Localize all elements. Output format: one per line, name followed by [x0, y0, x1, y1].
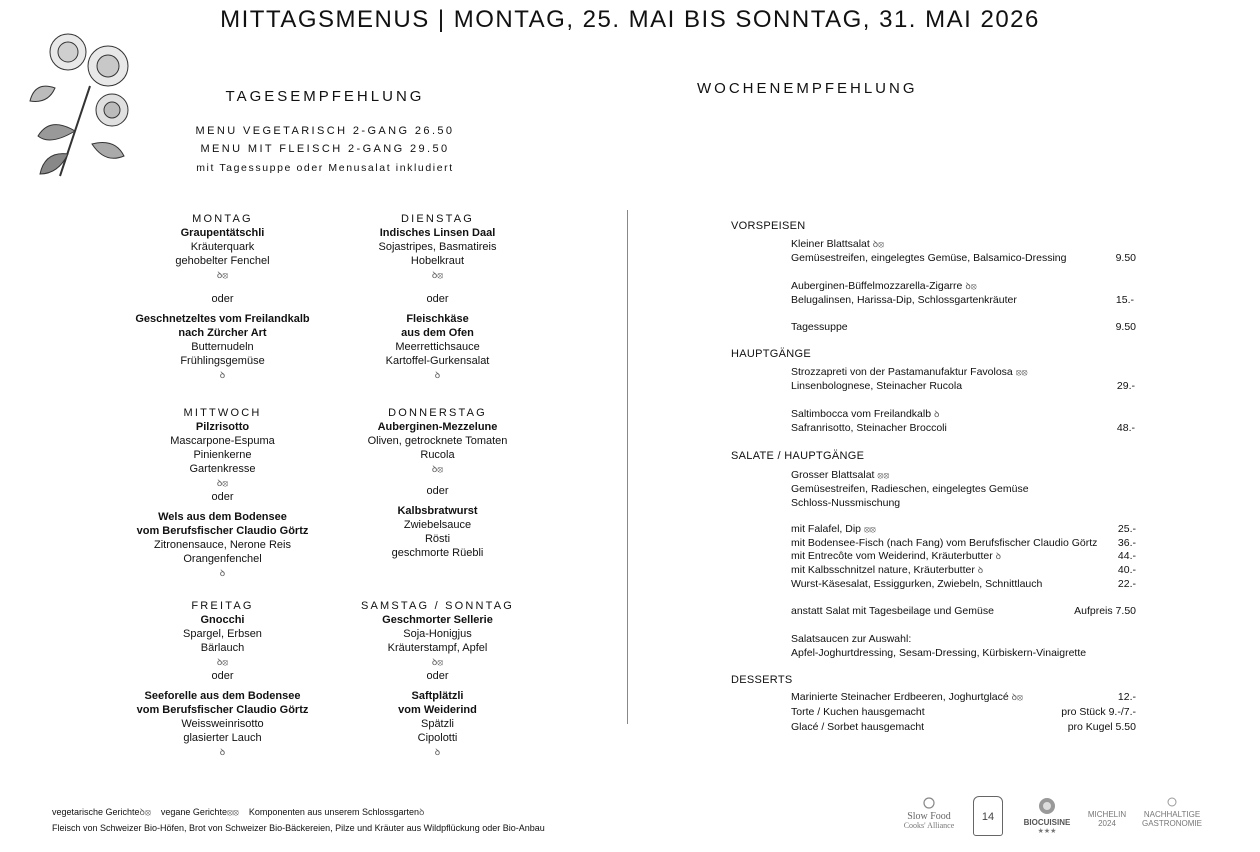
dish-line: Spätzli: [420, 718, 455, 730]
vegetarian-icon: ꝺ⦻: [431, 657, 444, 667]
day-name: MONTAG: [192, 213, 253, 225]
day-name: DONNERSTAG: [388, 407, 487, 419]
clover-icon: [1165, 796, 1179, 808]
dish-title: Fleischkäse: [406, 313, 469, 325]
day-name: DIENSTAG: [400, 213, 474, 225]
salad-option: mit Kalbsschnitzel nature, Kräuterbutter ꝺ: [791, 564, 984, 576]
dish-line: Weissweinrisotto: [181, 718, 264, 730]
dish-title: Geschmorter Sellerie: [382, 614, 493, 626]
dish-line: Rucola: [420, 449, 455, 461]
dish-title: vom Weiderind: [398, 704, 477, 716]
vegan-icon: ⦻⦻: [226, 807, 239, 817]
schlossgarten-icon: ꝺ: [933, 409, 940, 419]
dish-line: Kartoffel-Gurkensalat: [385, 355, 490, 367]
dish-title: vom Berufsfischer Claudio Görtz: [136, 704, 309, 716]
menu-item-name: Auberginen-Büffelmozzarella-Zigarre ꝺ⦻: [791, 280, 977, 292]
dish-line: Butternudeln: [191, 341, 254, 353]
vegetarian-icon: ꝺ⦻: [965, 281, 977, 291]
schlossgarten-icon: ꝺ: [219, 568, 226, 578]
price: 15.-: [1115, 294, 1134, 306]
dish-line: glasierter Lauch: [183, 732, 262, 744]
day-wednesday: [120, 406, 325, 580]
category-vorspeisen: VORSPEISEN: [731, 220, 806, 232]
salad-option: mit Falafel, Dip ⦻⦻: [791, 523, 876, 535]
menu-item-name: Tagessuppe: [791, 321, 848, 333]
dish-line: Zitronensauce, Nerone Reis: [154, 539, 291, 551]
price: pro Kugel 5.50: [1067, 721, 1136, 733]
sauces-label: Salatsaucen zur Auswahl:: [791, 633, 912, 645]
price: 25.-: [1117, 523, 1136, 535]
vegan-icon: ⦻⦻: [877, 470, 890, 480]
schlossgarten-icon: ꝺ: [219, 747, 226, 757]
wochen-heading: WOCHENEMPFEHLUNG: [697, 80, 918, 97]
dish-line: Oliven, getrocknete Tomaten: [367, 435, 508, 447]
gault-millau-logo: 14: [973, 796, 1003, 836]
schlossgarten-icon: ꝺ: [434, 370, 441, 380]
dish-line: Hobelkraut: [410, 255, 465, 267]
dish-title: Saftplätzli: [411, 690, 464, 702]
dish-line: Rösti: [424, 533, 451, 545]
menu-included-note: mit Tagessuppe oder Menusalat inkludiert: [196, 162, 454, 174]
price: 40.-: [1117, 564, 1136, 576]
column-divider: [627, 210, 628, 724]
tages-heading: TAGESEMPFEHLUNG: [225, 88, 425, 105]
menu-meat-price: MENU MIT FLEISCH 2-GANG 29.50: [200, 143, 450, 155]
dish-title: Wels aus dem Bodensee: [158, 511, 287, 523]
vegetarian-icon: ꝺ⦻: [216, 270, 229, 280]
vegetarian-icon: ꝺ⦻: [431, 464, 444, 474]
menu-item-desc: Schloss-Nussmischung: [791, 497, 901, 509]
legend: [52, 805, 424, 819]
dish-line: Kräuterstampf, Apfel: [387, 642, 488, 654]
or-label: oder: [211, 670, 234, 682]
price: 22.-: [1117, 578, 1136, 590]
dish-line: geschmorte Rüebli: [391, 547, 484, 559]
category-hauptgaenge: HAUPTGÄNGE: [731, 348, 812, 360]
bio-cuisine-icon: [1037, 796, 1057, 816]
vegetarian-icon: ꝺ⦻: [431, 270, 444, 280]
dish-title: Gnocchi: [200, 614, 245, 626]
dish-line: Cipolotti: [417, 732, 458, 744]
schlossgarten-icon: ꝺ: [418, 807, 425, 817]
page-title: MITTAGSMENUS | MONTAG, 25. MAI BIS SONNTAG, 31. MAI 2026: [220, 6, 1040, 33]
salad-option: Wurst-Käsesalat, Essiggurken, Zwiebeln, Schnittlauch: [791, 578, 1043, 590]
dish-title: aus dem Ofen: [401, 327, 474, 339]
day-thursday: [335, 406, 540, 560]
day-tuesday: [335, 212, 540, 382]
dessert-item: Marinierte Steinacher Erdbeeren, Joghurtglacé ꝺ⦻: [791, 691, 1023, 703]
schlossgarten-icon: ꝺ: [995, 551, 1002, 561]
or-label: oder: [211, 293, 234, 305]
schlossgarten-icon: ꝺ: [219, 370, 226, 380]
salad-alternative: anstatt Salat mit Tagesbeilage und Gemüse: [791, 605, 994, 617]
dish-line: Soja-Honigjus: [403, 628, 472, 640]
dish-title: Auberginen-Mezzelune: [377, 421, 498, 433]
schlossgarten-icon: ꝺ: [977, 565, 984, 575]
day-name: FREITAG: [191, 600, 254, 612]
dish-line: Meerrettichsauce: [395, 341, 480, 353]
price: 9.50: [1115, 252, 1136, 264]
menu-item-desc: Belugalinsen, Harissa-Dip, Schlossgartenkräuter: [791, 294, 1017, 306]
dish-title: Seeforelle aus dem Bodensee: [144, 690, 301, 702]
vegetarian-icon: ꝺ⦻: [872, 239, 885, 249]
dish-line: Mascarpone-Espuma: [170, 435, 275, 447]
day-friday: [120, 599, 325, 759]
category-desserts: DESSERTS: [731, 674, 793, 686]
price: 36.-: [1117, 537, 1136, 549]
or-label: oder: [426, 485, 449, 497]
vegan-icon: ⦻⦻: [1015, 367, 1028, 377]
dish-title: Indisches Linsen Daal: [379, 227, 496, 239]
dish-title: Pilzrisotto: [195, 421, 250, 433]
menu-veg-price: MENU VEGETARISCH 2-GANG 26.50: [195, 125, 455, 137]
dish-title: nach Zürcher Art: [178, 327, 267, 339]
day-name: SAMSTAG / SONNTAG: [360, 600, 515, 612]
menu-item-desc: Gemüsestreifen, eingelegtes Gemüse, Balsamico-Dressing: [791, 252, 1067, 264]
dessert-item: Glacé / Sorbet hausgemacht: [791, 721, 925, 733]
category-salate: SALATE / HAUPTGÄNGE: [731, 450, 865, 462]
dish-title: Geschnetzeltes vom Freilandkalb: [135, 313, 310, 325]
price: 9.50: [1115, 321, 1136, 333]
menu-item-name: Grosser Blattsalat ⦻⦻: [791, 469, 890, 481]
dish-title: Graupentätschli: [180, 227, 265, 239]
dish-title: vom Berufsfischer Claudio Görtz: [136, 525, 309, 537]
or-label: oder: [211, 491, 234, 503]
dish-line: Zwiebelsauce: [403, 519, 472, 531]
menu-item-name: Strozzapreti von der Pastamanufaktur Favolosa ⦻⦻: [791, 366, 1028, 378]
salad-option: mit Bodensee-Fisch (nach Fang) vom Berufsfischer Claudio Görtz: [791, 537, 1098, 549]
sauces-list: Apfel-Joghurtdressing, Sesam-Dressing, Kürbiskern-Vinaigrette: [791, 647, 1087, 659]
sourcing-note: Fleisch von Schweizer Bio-Höfen, Brot von Schweizer Bio-Bäckereien, Pilze und Kräuter aus Wildpflückung oder Bio-Anbau: [52, 823, 545, 833]
snail-icon: [921, 796, 937, 810]
price: 29.-: [1116, 380, 1135, 392]
or-label: oder: [426, 670, 449, 682]
slow-food-logo: Slow Food Cooks' Alliance: [893, 796, 965, 830]
vegan-icon: ⦻⦻: [863, 524, 876, 534]
dish-line: Sojastripes, Basmatireis: [378, 241, 497, 253]
day-monday: [120, 212, 325, 382]
day-name: MITTWOCH: [183, 407, 262, 419]
legend-vegan: vegane Gerichte: [160, 807, 227, 817]
rose-illustration: [20, 26, 135, 186]
dish-line: Gartenkresse: [189, 463, 256, 475]
dish-line: Pinienkerne: [193, 449, 252, 461]
vegetarian-icon: ꝺ⦻: [139, 807, 151, 817]
price: Aufpreis 7.50: [1074, 605, 1136, 617]
legend-schlossgarten: Komponenten aus unserem Schlossgarten: [248, 807, 419, 817]
dessert-item: Torte / Kuchen hausgemacht: [791, 706, 925, 718]
dish-title: Kalbsbratwurst: [397, 505, 478, 517]
menu-item-desc: Gemüsestreifen, Radieschen, eingelegtes Gemüse: [791, 483, 1029, 495]
bio-cuisine-logo: BIOCUISINE ★★★: [1022, 796, 1072, 836]
legend-vegetarian: vegetarische Gerichte: [52, 807, 140, 817]
dish-line: Bärlauch: [200, 642, 245, 654]
nachhaltige-gastronomie-logo: NACHHALTIGE GASTRONOMIE: [1138, 796, 1206, 828]
menu-item-name: Kleiner Blattsalat ꝺ⦻: [791, 238, 885, 250]
dish-line: Spargel, Erbsen: [183, 628, 262, 640]
vegetarian-icon: ꝺ⦻: [1011, 692, 1023, 702]
dish-line: Frühlingsgemüse: [180, 355, 265, 367]
vegetarian-icon: ꝺ⦻: [216, 657, 229, 667]
menu-item-desc: Safranrisotto, Steinacher Broccoli: [791, 422, 947, 434]
dish-line: Orangenfenchel: [183, 553, 262, 565]
price: 48.-: [1116, 422, 1135, 434]
price: pro Stück 9.-/7.-: [1061, 706, 1136, 718]
vegetarian-icon: ꝺ⦻: [216, 478, 229, 488]
menu-item-name: Saltimbocca vom Freilandkalb ꝺ: [791, 408, 940, 420]
price: 12.-: [1117, 691, 1136, 703]
dish-line: Kräuterquark: [190, 241, 255, 253]
salad-option: mit Entrecôte vom Weiderind, Kräuterbutter ꝺ: [791, 550, 1002, 562]
michelin-logo: MICHELIN 2024: [1087, 810, 1127, 828]
day-weekend: [335, 599, 540, 759]
or-label: oder: [426, 293, 449, 305]
schlossgarten-icon: ꝺ: [434, 747, 441, 757]
price: 44.-: [1117, 550, 1136, 562]
dish-line: gehobelter Fenchel: [175, 255, 270, 267]
menu-item-desc: Linsenbolognese, Steinacher Rucola: [791, 380, 963, 392]
